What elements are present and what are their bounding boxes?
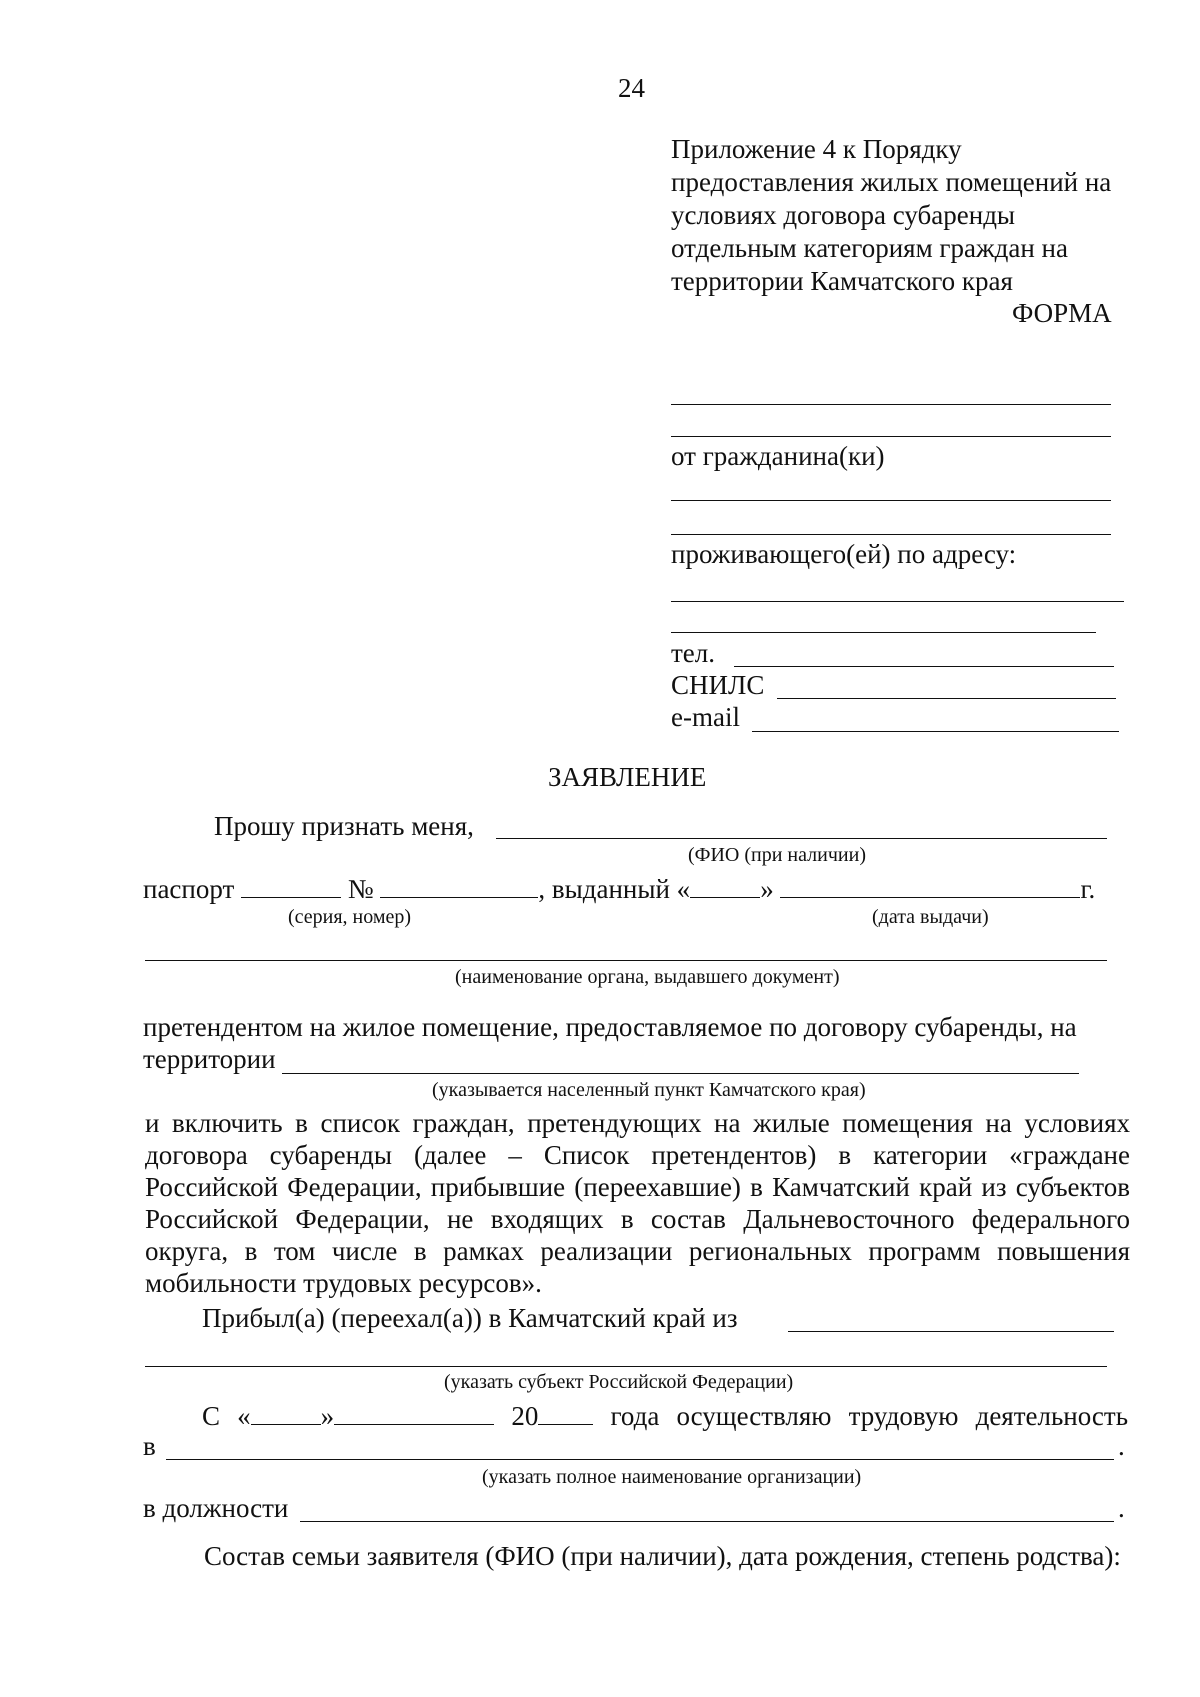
snils-label: СНИЛС — [671, 670, 765, 700]
snils-field[interactable] — [777, 698, 1116, 699]
appendix-line-2: предоставления жилых помещений на — [671, 167, 1112, 197]
since-prefix: С « — [202, 1401, 251, 1431]
email-field[interactable] — [752, 731, 1119, 732]
include-paragraph: и включить в список граждан, претендующих на жилые помещения на условиях договора субаренды (далее – Список претендентов) в категории «граждане Российской Федерации, прибывшие (переехавшие) в Камчатский край из субъектов Российской Федерации, не входящих в состав Дальневосточного федерального округа, в том числе в рамках реализации региональных программ повышения мобильности трудовых ресурсов». — [145, 1108, 1130, 1298]
org-period: . — [1118, 1431, 1125, 1461]
year-suffix: г. — [1080, 874, 1096, 904]
hint-issuer: (наименование органа, выдавшего документ) — [455, 966, 840, 988]
hint-subject: (указать субъект Российской Федерации) — [444, 1371, 794, 1393]
since-year-field[interactable] — [538, 1397, 593, 1425]
since-year: 20 — [511, 1401, 539, 1431]
territory-field[interactable] — [282, 1073, 1079, 1074]
arrived-from-field[interactable] — [788, 1331, 1114, 1332]
number-sign: № — [347, 874, 374, 904]
addressee-line-2[interactable] — [671, 436, 1111, 437]
appendix-line-4: отдельным категориям граждан на — [671, 233, 1068, 263]
address-line-1[interactable] — [671, 601, 1124, 602]
hint-locality: (указывается населенный пункт Камчатского края) — [432, 1079, 866, 1101]
document-title: ЗАЯВЛЕНИЕ — [548, 762, 707, 792]
from-citizen-label: от гражданина(ки) — [671, 441, 885, 471]
issued-label: , выданный « — [538, 874, 691, 904]
arrived-from-field-2[interactable] — [145, 1366, 1107, 1367]
fio-field[interactable] — [496, 838, 1107, 839]
position-label: в должности — [143, 1493, 289, 1523]
addressee-line-1[interactable] — [671, 404, 1111, 405]
citizen-name-line-2[interactable] — [671, 534, 1111, 535]
issued-close: » — [760, 874, 774, 904]
since-close: » — [320, 1401, 335, 1431]
appendix-line-5: территории Камчатского края — [671, 266, 1013, 296]
hint-fio: (ФИО (при наличии) — [688, 844, 866, 866]
issue-day-field[interactable] — [690, 870, 760, 898]
hint-org: (указать полное наименование организации) — [482, 1466, 862, 1488]
in-org-label: в — [143, 1431, 156, 1461]
phone-label: тел. — [671, 638, 716, 668]
hint-series: (серия, номер) — [288, 906, 412, 928]
arrived-from-label: Прибыл(а) (переехал(а)) в Камчатский край из — [202, 1303, 738, 1333]
since-month-field[interactable] — [334, 1397, 494, 1425]
residing-at-label: проживающего(ей) по адресу: — [671, 539, 1017, 569]
passport-number-field[interactable] — [380, 870, 538, 898]
issue-date-field[interactable] — [780, 870, 1080, 898]
phone-field[interactable] — [734, 666, 1114, 667]
passport-label: паспорт — [143, 874, 235, 904]
issuer-field[interactable] — [145, 960, 1107, 961]
position-field[interactable] — [300, 1521, 1114, 1522]
appendix-line-1: Приложение 4 к Порядку — [671, 134, 962, 164]
organization-field[interactable] — [166, 1459, 1114, 1460]
appendix-line-3: условиях договора субаренды — [671, 200, 1016, 230]
territory-label: территории — [143, 1044, 276, 1074]
since-line — [202, 1397, 1128, 1432]
passport-series-field[interactable] — [241, 870, 341, 898]
applicant-line-1: претендентом на жилое помещение, предоставляемое по договору субаренды, на — [143, 1012, 1077, 1042]
family-paragraph: Состав семьи заявителя (ФИО (при наличии), дата рождения, степень родства): — [204, 1541, 1121, 1571]
hint-issue-date: (дата выдачи) — [872, 906, 989, 928]
passport-line — [143, 870, 1095, 905]
position-period: . — [1118, 1493, 1125, 1523]
email-label: e-mail — [671, 702, 740, 732]
since-rest: года осуществляю трудовую деятельность — [610, 1401, 1129, 1431]
page-number: 24 — [618, 73, 645, 103]
since-day-field[interactable] — [251, 1397, 321, 1425]
form-label: ФОРМА — [1012, 298, 1112, 328]
citizen-name-line-1[interactable] — [671, 500, 1111, 501]
request-start: Прошу признать меня, — [214, 811, 474, 841]
address-line-2[interactable] — [671, 632, 1096, 633]
